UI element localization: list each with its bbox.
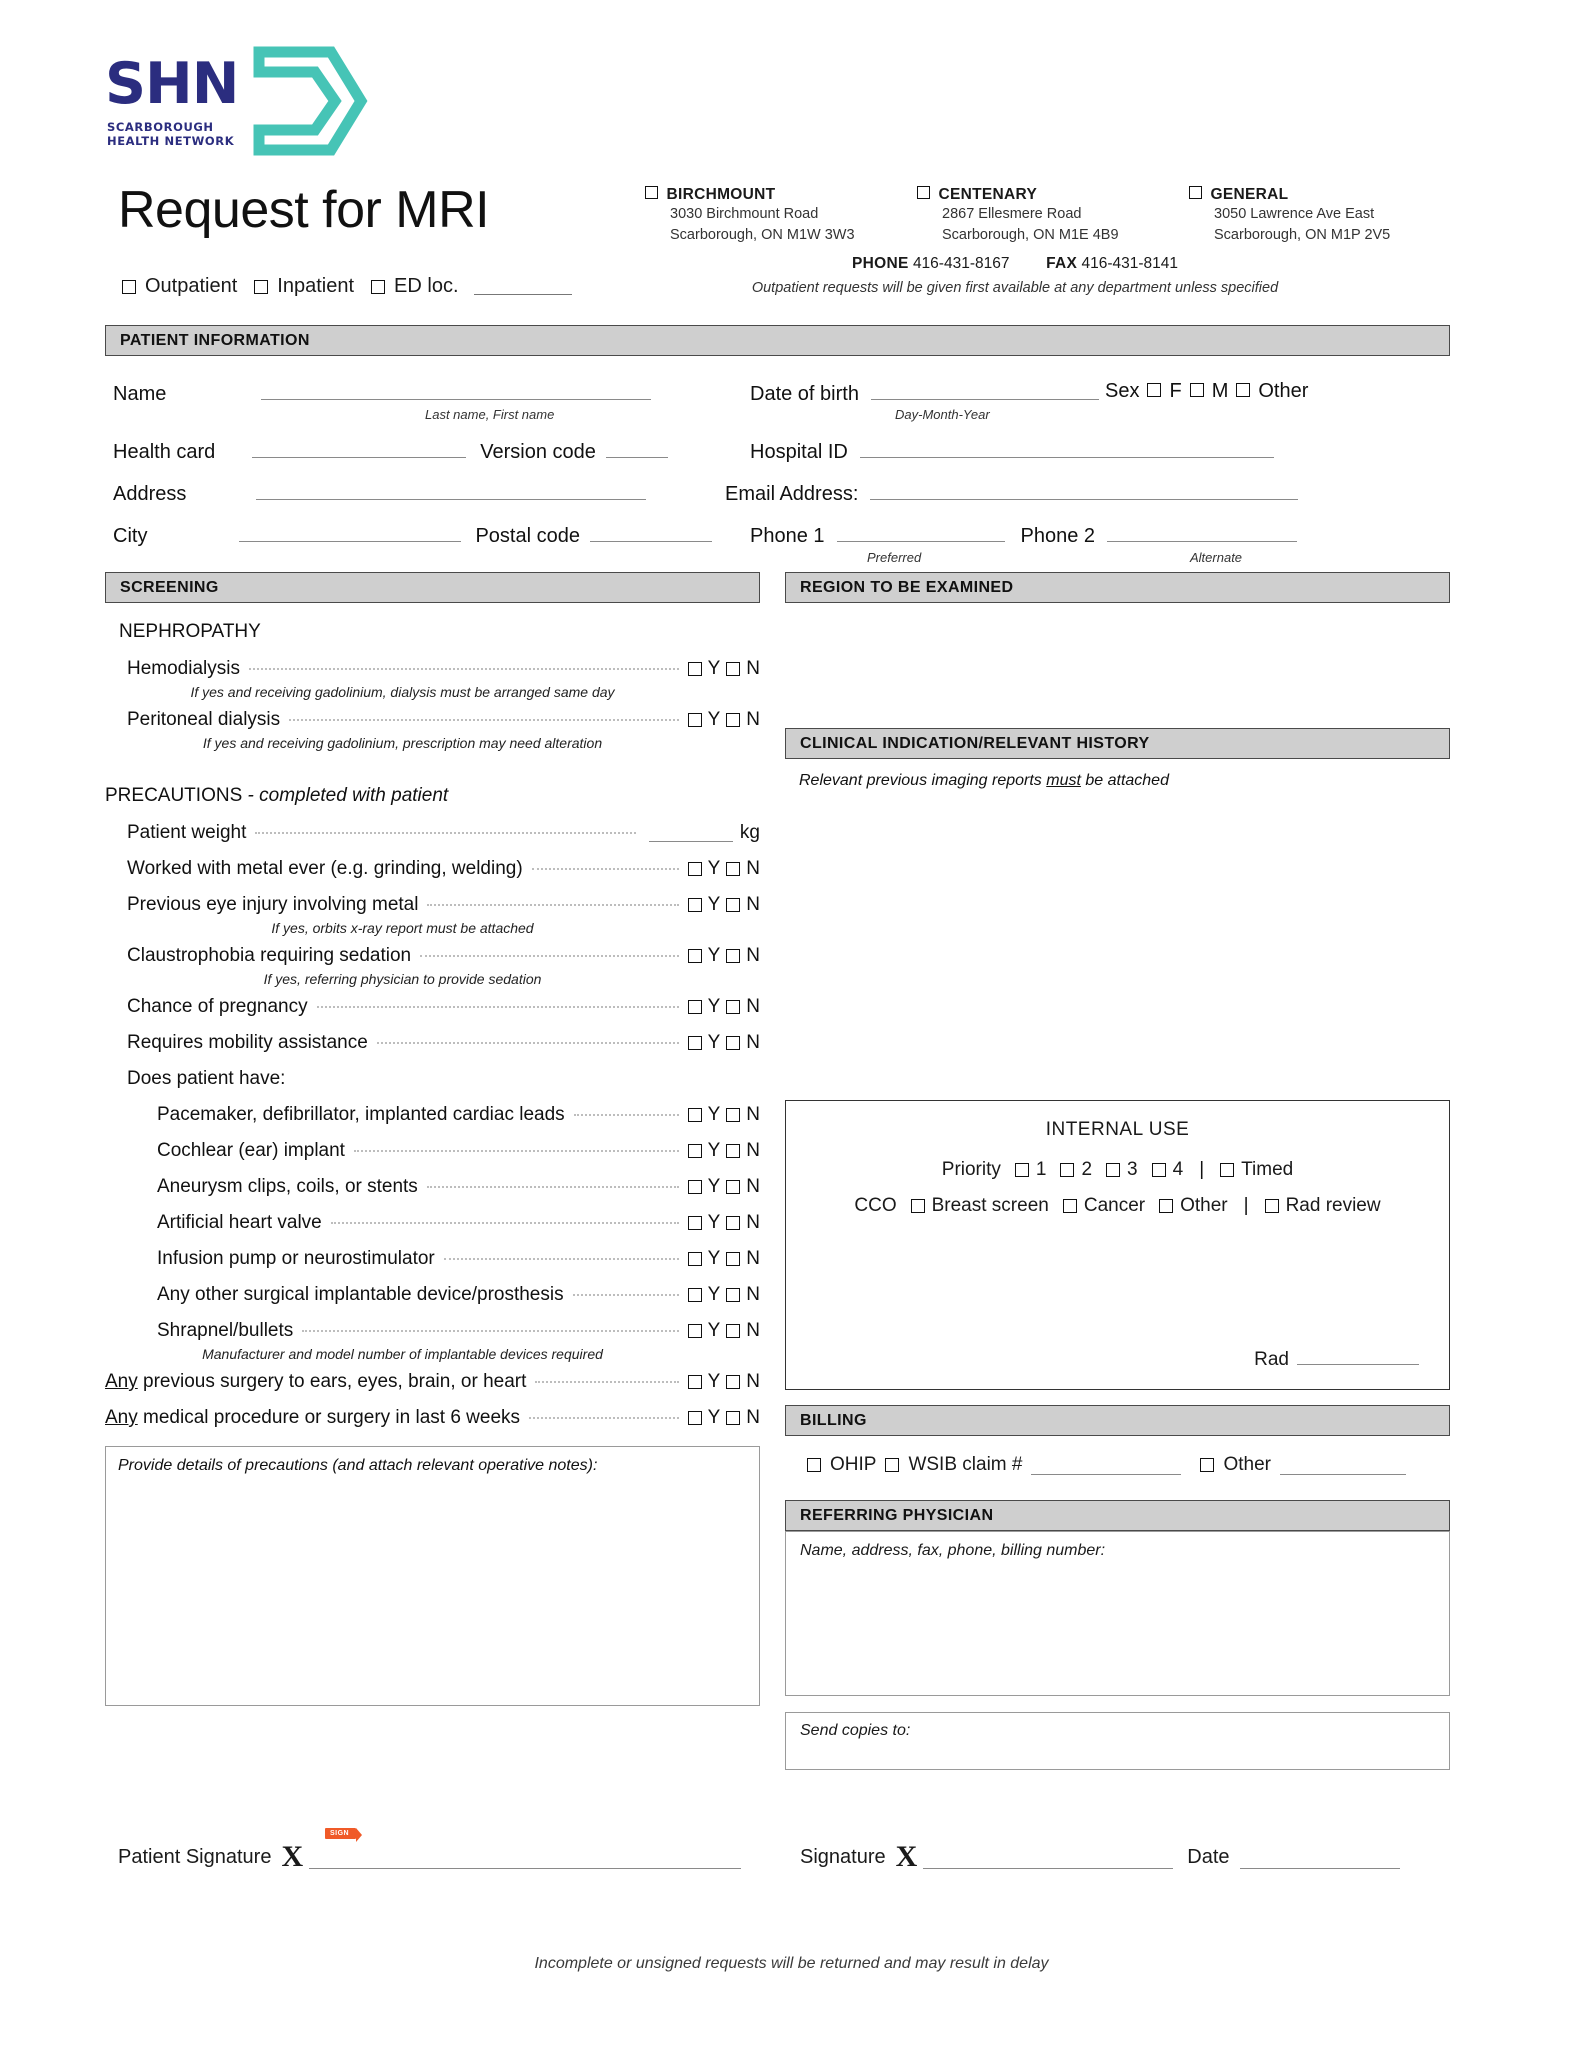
- no-label: N: [746, 1104, 760, 1125]
- health-card-input[interactable]: [252, 438, 466, 458]
- contact-line: [645, 255, 1525, 273]
- rad-review-label: Rad review: [1285, 1195, 1381, 1216]
- shrapnel-yes-checkbox[interactable]: [688, 1324, 702, 1338]
- sex-other-label: Other: [1258, 380, 1309, 402]
- hemodialysis-no-checkbox[interactable]: [726, 662, 740, 676]
- recent-procedure-label: medical procedure or surgery in last 6 weeks: [137, 1407, 521, 1428]
- fax-value: 416-431-8141: [1081, 255, 1178, 273]
- peritoneal-dialysis-label: Peritoneal dialysis: [127, 709, 281, 730]
- logo-subtext-line1: SCARBOROUGH: [107, 120, 214, 134]
- page-title: Request for MRI: [118, 181, 490, 239]
- phone2-input[interactable]: [1107, 522, 1297, 542]
- date-label: Date: [1187, 1846, 1230, 1868]
- clinical-indication-header: CLINICAL INDICATION/RELEVANT HISTORY: [785, 728, 1450, 759]
- site-centenary-name: CENTENARY: [938, 186, 1038, 203]
- infusion-pump-no-checkbox[interactable]: [726, 1252, 740, 1266]
- yes-label: Y: [707, 1212, 721, 1233]
- sex-female-checkbox[interactable]: [1147, 383, 1161, 397]
- priority-1-label: 1: [1035, 1159, 1047, 1180]
- claustrophobia-label: Claustrophobia requiring sedation: [127, 945, 412, 966]
- cco-breast-screen-checkbox[interactable]: [911, 1199, 925, 1213]
- precautions-title-italic: - completed with patient: [242, 785, 449, 806]
- leader-dots: [529, 1412, 679, 1419]
- priority-label: Priority: [941, 1159, 1001, 1180]
- priority-2-checkbox[interactable]: [1060, 1163, 1074, 1177]
- hospital-id-row: [750, 438, 1274, 464]
- eye-injury-yes-checkbox[interactable]: [688, 898, 702, 912]
- cochlear-yes-checkbox[interactable]: [688, 1144, 702, 1158]
- pregnancy-no-checkbox[interactable]: [726, 1000, 740, 1014]
- cco-row: [786, 1195, 1449, 1217]
- eye-injury-no-checkbox[interactable]: [726, 898, 740, 912]
- leader-dots: [427, 899, 678, 906]
- leader-dots: [354, 1145, 679, 1152]
- cco-other-label: Other: [1180, 1195, 1228, 1216]
- dob-label: Date of birth: [750, 383, 859, 405]
- ohip-label: OHIP: [830, 1454, 877, 1475]
- form-header: [0, 0, 1583, 300]
- yes-label: Y: [707, 945, 721, 966]
- question-cochlear-implant: [157, 1133, 760, 1169]
- shn-logo: [105, 42, 365, 152]
- site-birchmount[interactable]: [645, 186, 917, 245]
- priority-4-label: 4: [1172, 1159, 1184, 1180]
- date-input[interactable]: [1240, 1845, 1400, 1869]
- claustrophobia-yes-checkbox[interactable]: [688, 949, 702, 963]
- dob-hint: Day-Month-Year: [895, 407, 990, 422]
- email-label: Email Address:: [725, 483, 859, 505]
- phone1-row: [750, 522, 1297, 548]
- leader-dots: [427, 1181, 679, 1188]
- previous-surgery-any: Any: [105, 1371, 138, 1392]
- site-general[interactable]: [1189, 186, 1461, 245]
- question-shrapnel: [157, 1313, 760, 1349]
- pacemaker-label: Pacemaker, defibrillator, implanted cardiac leads: [157, 1104, 565, 1125]
- clinical-note-post: be attached: [1080, 772, 1169, 789]
- question-patient-weight: [127, 815, 760, 851]
- cco-label: CCO: [854, 1195, 897, 1216]
- city-input[interactable]: [239, 522, 461, 542]
- phone1-input[interactable]: [837, 522, 1005, 542]
- ed-loc-label: ED loc.: [394, 275, 459, 297]
- physician-signature-label: Signature: [800, 1846, 886, 1868]
- recent-procedure-yes-checkbox[interactable]: [688, 1411, 702, 1425]
- recent-procedure-any: Any: [105, 1407, 138, 1428]
- question-pacemaker: [157, 1097, 760, 1133]
- billing-header: BILLING: [785, 1405, 1450, 1436]
- billing-other-input[interactable]: [1280, 1455, 1406, 1475]
- name-label: Name: [113, 383, 167, 405]
- implant-manufacturer-note: Manufacturer and model number of implantable devices required: [202, 1346, 603, 1362]
- city-row: [113, 522, 712, 548]
- phone2-label: Phone 2: [1020, 525, 1096, 547]
- question-eye-injury: [127, 887, 760, 923]
- site-centenary[interactable]: [917, 186, 1189, 245]
- no-label: N: [746, 1407, 760, 1428]
- infusion-pump-label: Infusion pump or neurostimulator: [157, 1248, 435, 1269]
- shrapnel-label: Shrapnel/bullets: [157, 1320, 294, 1341]
- referring-physician-section: [785, 1500, 1450, 1770]
- send-copies-textarea[interactable]: [785, 1712, 1450, 1770]
- timed-label: Timed: [1241, 1159, 1294, 1180]
- cco-divider: |: [1243, 1195, 1249, 1216]
- name-input[interactable]: [261, 380, 651, 400]
- site-list: [645, 186, 1525, 296]
- name-hint: Last name, First name: [425, 407, 555, 422]
- priority-4-checkbox[interactable]: [1152, 1163, 1166, 1177]
- yes-label: Y: [707, 1284, 721, 1305]
- site-birchmount-street: 3030 Birchmount Road: [670, 206, 819, 222]
- no-label: N: [746, 1284, 760, 1305]
- pregnancy-yes-checkbox[interactable]: [688, 1000, 702, 1014]
- previous-surgery-label: previous surgery to ears, eyes, brain, or heart: [137, 1371, 527, 1392]
- logo-subtext: [107, 120, 234, 148]
- sex-female-label: F: [1169, 380, 1182, 402]
- priority-row: [786, 1159, 1449, 1181]
- no-label: N: [746, 1212, 760, 1233]
- question-previous-surgery: [105, 1364, 760, 1400]
- logo-mark-text: SHN: [105, 51, 239, 117]
- region-header: REGION TO BE EXAMINED: [785, 572, 1450, 603]
- artificial-heart-valve-label: Artificial heart valve: [157, 1212, 322, 1233]
- recent-procedure-no-checkbox[interactable]: [726, 1411, 740, 1425]
- cochlear-implant-label: Cochlear (ear) implant: [157, 1140, 345, 1161]
- worked-with-metal-no-checkbox[interactable]: [726, 862, 740, 876]
- yes-label: Y: [707, 1248, 721, 1269]
- aneurysm-no-checkbox[interactable]: [726, 1180, 740, 1194]
- other-implant-no-checkbox[interactable]: [726, 1288, 740, 1302]
- ohip-checkbox[interactable]: [807, 1458, 821, 1472]
- address-input[interactable]: [256, 480, 646, 500]
- pacemaker-yes-checkbox[interactable]: [688, 1108, 702, 1122]
- hemodialysis-yes-checkbox[interactable]: [688, 662, 702, 676]
- leader-dots: [532, 863, 679, 870]
- screening-section: [105, 572, 760, 1706]
- patient-information-header: PATIENT INFORMATION: [105, 325, 1450, 356]
- phone2-hint: Alternate: [1190, 550, 1243, 565]
- pacemaker-no-checkbox[interactable]: [726, 1108, 740, 1122]
- worked-with-metal-yes-checkbox[interactable]: [688, 862, 702, 876]
- region-input-area[interactable]: [785, 603, 1450, 723]
- hospital-id-input[interactable]: [860, 438, 1274, 458]
- other-implant-yes-checkbox[interactable]: [688, 1288, 702, 1302]
- precautions-title-bold: PRECAUTIONS: [105, 785, 243, 806]
- billing-other-label: Other: [1223, 1454, 1272, 1475]
- claustrophobia-no-checkbox[interactable]: [726, 949, 740, 963]
- no-label: N: [746, 1032, 760, 1053]
- yes-label: Y: [707, 1371, 721, 1392]
- question-mobility-assistance: [127, 1025, 760, 1061]
- inpatient-checkbox[interactable]: [254, 280, 268, 294]
- address-label: Address: [113, 483, 187, 505]
- sex-male-checkbox[interactable]: [1190, 383, 1204, 397]
- screening-header: SCREENING: [105, 572, 760, 603]
- phone1-hint: Preferred: [867, 550, 922, 565]
- visit-type-row: [122, 275, 572, 298]
- outpatient-label: Outpatient: [145, 275, 238, 297]
- region-section: [785, 572, 1450, 723]
- referring-physician-header: REFERRING PHYSICIAN: [785, 1500, 1450, 1531]
- phone-value: 416-431-8167: [912, 255, 1010, 273]
- cco-cancer-checkbox[interactable]: [1063, 1199, 1077, 1213]
- logo-subtext-line2: HEALTH NETWORK: [107, 134, 235, 149]
- billing-options-row: [807, 1454, 1450, 1476]
- question-recent-procedure: [105, 1400, 760, 1436]
- ed-loc-input[interactable]: [474, 278, 572, 295]
- previous-surgery-yes-checkbox[interactable]: [688, 1375, 702, 1389]
- signature-x-mark: X: [895, 1840, 918, 1873]
- infusion-pump-yes-checkbox[interactable]: [688, 1252, 702, 1266]
- priority-2-label: 2: [1081, 1159, 1093, 1180]
- site-centenary-city: Scarborough, ON M1E 4B9: [942, 226, 1119, 243]
- other-implant-label: Any other surgical implantable device/prosthesis: [157, 1284, 564, 1305]
- sex-male-label: M: [1211, 380, 1229, 402]
- internal-use-box: [785, 1100, 1450, 1390]
- outpatient-checkbox[interactable]: [122, 280, 136, 294]
- no-label: N: [746, 1371, 760, 1392]
- address-row: [113, 480, 646, 506]
- nephropathy-title: NEPHROPATHY: [119, 621, 261, 642]
- patient-information-section: [105, 325, 1450, 565]
- no-label: N: [746, 945, 760, 966]
- no-label: N: [746, 858, 760, 879]
- site-centenary-checkbox[interactable]: [917, 186, 930, 199]
- dob-input[interactable]: [871, 380, 1099, 400]
- outpatient-note: Outpatient requests will be given first available at any department unless specified: [751, 280, 1279, 297]
- aneurysm-clips-label: Aneurysm clips, coils, or stents: [157, 1176, 418, 1197]
- billing-other-checkbox[interactable]: [1200, 1458, 1214, 1472]
- send-copies-label: Send copies to:: [800, 1722, 911, 1739]
- sex-label: Sex: [1105, 380, 1140, 402]
- mobility-no-checkbox[interactable]: [726, 1036, 740, 1050]
- email-row: [725, 480, 1298, 506]
- yes-label: Y: [707, 1104, 721, 1125]
- precaution-details-label: Provide details of precautions (and attach relevant operative notes):: [118, 1457, 598, 1474]
- rad-label: Rad: [1254, 1349, 1289, 1370]
- wsib-claim-input[interactable]: [1031, 1455, 1181, 1475]
- heart-valve-yes-checkbox[interactable]: [688, 1216, 702, 1230]
- claustrophobia-note: If yes, referring physician to provide sedation: [263, 971, 542, 987]
- question-peritoneal-dialysis: [127, 702, 760, 738]
- priority-3-checkbox[interactable]: [1106, 1163, 1120, 1177]
- rad-review-checkbox[interactable]: [1265, 1199, 1279, 1213]
- leader-dots: [420, 950, 678, 957]
- aneurysm-yes-checkbox[interactable]: [688, 1180, 702, 1194]
- dob-field-row: [750, 380, 1099, 406]
- health-card-label: Health card: [113, 441, 216, 463]
- patient-weight-input[interactable]: [649, 824, 733, 842]
- fax-label: FAX: [1046, 255, 1078, 273]
- shrapnel-no-checkbox[interactable]: [726, 1324, 740, 1338]
- logo-arrow-icon: [253, 46, 368, 156]
- health-card-row: [113, 438, 668, 464]
- leader-dots: [377, 1037, 679, 1044]
- email-input[interactable]: [870, 480, 1298, 500]
- cco-breast-screen-label: Breast screen: [931, 1195, 1049, 1216]
- yes-label: Y: [707, 1176, 721, 1197]
- name-field-row: [113, 380, 651, 406]
- leader-dots: [444, 1253, 679, 1260]
- no-label: N: [746, 1320, 760, 1341]
- physician-signature-input[interactable]: [923, 1845, 1173, 1869]
- no-label: N: [746, 894, 760, 915]
- question-other-implant: [157, 1277, 760, 1313]
- site-general-street: 3050 Lawrence Ave East: [1214, 206, 1375, 222]
- does-patient-have-label: Does patient have:: [127, 1068, 286, 1089]
- postal-code-input[interactable]: [590, 522, 712, 542]
- question-hemodialysis: [127, 651, 760, 687]
- question-claustrophobia: [127, 938, 760, 974]
- yes-label: Y: [707, 1320, 721, 1341]
- site-birchmount-city: Scarborough, ON M1W 3W3: [670, 226, 855, 243]
- physician-signature-row: [800, 1840, 1400, 1873]
- site-general-name: GENERAL: [1210, 186, 1289, 203]
- rad-input[interactable]: [1297, 1345, 1419, 1365]
- no-label: N: [746, 709, 760, 730]
- priority-divider: |: [1199, 1159, 1205, 1180]
- yes-label: Y: [707, 858, 721, 879]
- worked-with-metal-label: Worked with metal ever (e.g. grinding, welding): [127, 858, 523, 879]
- form-footer-note: Incomplete or unsigned requests will be returned and may result in delay: [534, 1955, 1049, 1972]
- no-label: N: [746, 1176, 760, 1197]
- no-label: N: [746, 1140, 760, 1161]
- priority-3-label: 3: [1127, 1159, 1138, 1180]
- leader-dots: [255, 827, 636, 834]
- version-code-input[interactable]: [606, 438, 668, 458]
- question-aneurysm-clips: [157, 1169, 760, 1205]
- clinical-note-must: must: [1046, 772, 1081, 789]
- leader-dots: [317, 1001, 679, 1008]
- eye-injury-label: Previous eye injury involving metal: [127, 894, 419, 915]
- clinical-indication-input-area[interactable]: [785, 790, 1450, 1080]
- site-birchmount-checkbox[interactable]: [645, 186, 658, 199]
- site-general-checkbox[interactable]: [1189, 186, 1202, 199]
- yes-label: Y: [707, 894, 721, 915]
- city-label: City: [113, 525, 148, 547]
- question-pregnancy: [127, 989, 760, 1025]
- yes-label: Y: [707, 1407, 721, 1428]
- sex-field-row: [1105, 380, 1308, 403]
- precaution-details-textarea[interactable]: [105, 1446, 760, 1706]
- patient-signature-row: [118, 1840, 741, 1873]
- cochlear-no-checkbox[interactable]: [726, 1144, 740, 1158]
- clinical-indication-note: [799, 772, 1450, 790]
- question-artificial-heart-valve: [157, 1205, 760, 1241]
- yes-label: Y: [707, 658, 721, 679]
- hemodialysis-label: Hemodialysis: [127, 658, 240, 679]
- heart-valve-no-checkbox[interactable]: [726, 1216, 740, 1230]
- clinical-note-pre: Relevant previous imaging reports: [799, 772, 1047, 789]
- wsib-label: WSIB claim #: [908, 1454, 1023, 1475]
- timed-checkbox[interactable]: [1220, 1163, 1234, 1177]
- clinical-indication-section: [785, 728, 1450, 1080]
- sign-tag-badge[interactable]: SIGN: [325, 1828, 356, 1839]
- billing-section: [785, 1405, 1450, 1476]
- no-label: N: [746, 658, 760, 679]
- signature-x-mark: X: [281, 1840, 304, 1873]
- yes-label: Y: [707, 1032, 721, 1053]
- leader-dots: [302, 1325, 678, 1332]
- site-birchmount-name: BIRCHMOUNT: [666, 186, 776, 203]
- leader-dots: [289, 714, 678, 721]
- leader-dots: [249, 663, 679, 670]
- ed-loc-checkbox[interactable]: [371, 280, 385, 294]
- leader-dots: [574, 1109, 679, 1116]
- cco-cancer-label: Cancer: [1083, 1195, 1146, 1216]
- question-worked-with-metal: [127, 851, 760, 887]
- version-code-label: Version code: [480, 441, 596, 463]
- patient-signature-label: Patient Signature: [118, 1846, 272, 1868]
- phone-label: PHONE: [852, 255, 909, 273]
- no-label: N: [746, 1248, 760, 1269]
- patient-weight-label: Patient weight: [127, 822, 247, 843]
- site-centenary-street: 2867 Ellesmere Road: [942, 206, 1082, 222]
- eye-injury-note: If yes, orbits x-ray report must be attached: [271, 920, 534, 936]
- yes-label: Y: [707, 1140, 721, 1161]
- sex-other-checkbox[interactable]: [1236, 383, 1250, 397]
- peritoneal-no-checkbox[interactable]: [726, 713, 740, 727]
- inpatient-label: Inpatient: [277, 275, 355, 297]
- question-infusion-pump: [157, 1241, 760, 1277]
- priority-1-checkbox[interactable]: [1015, 1163, 1029, 1177]
- hemodialysis-note: If yes and receiving gadolinium, dialysis must be arranged same day: [190, 684, 615, 700]
- precautions-title: [105, 785, 760, 807]
- internal-use-title: INTERNAL USE: [1045, 1119, 1190, 1140]
- referring-physician-textarea[interactable]: [785, 1531, 1450, 1696]
- hospital-id-label: Hospital ID: [750, 441, 848, 463]
- yes-label: Y: [707, 996, 721, 1017]
- no-label: N: [746, 996, 760, 1017]
- referring-physician-box-label: Name, address, fax, phone, billing number:: [800, 1542, 1106, 1559]
- weight-unit-label: kg: [739, 822, 760, 843]
- peritoneal-yes-checkbox[interactable]: [688, 713, 702, 727]
- mobility-assistance-label: Requires mobility assistance: [127, 1032, 368, 1053]
- site-general-city: Scarborough, ON M1P 2V5: [1214, 226, 1391, 243]
- postal-code-label: Postal code: [475, 525, 580, 547]
- pregnancy-label: Chance of pregnancy: [127, 996, 308, 1017]
- yes-label: Y: [707, 709, 721, 730]
- wsib-checkbox[interactable]: [885, 1458, 899, 1472]
- leader-dots: [535, 1376, 678, 1383]
- leader-dots: [331, 1217, 679, 1224]
- rad-field-row: [1254, 1345, 1419, 1371]
- mobility-yes-checkbox[interactable]: [688, 1036, 702, 1050]
- previous-surgery-no-checkbox[interactable]: [726, 1375, 740, 1389]
- cco-other-checkbox[interactable]: [1159, 1199, 1173, 1213]
- leader-dots: [573, 1289, 679, 1296]
- patient-signature-input[interactable]: [309, 1845, 741, 1869]
- peritoneal-dialysis-note: If yes and receiving gadolinium, prescription may need alteration: [202, 735, 603, 751]
- phone1-label: Phone 1: [750, 525, 825, 547]
